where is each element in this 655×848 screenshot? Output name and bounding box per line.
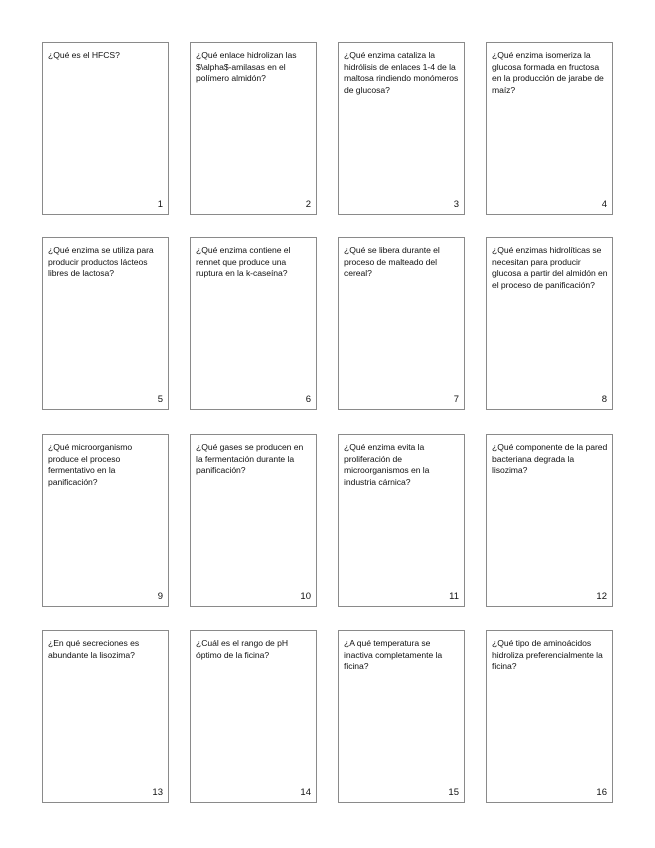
flashcard (42, 42, 169, 215)
flashcard-number: 7 (453, 394, 459, 405)
flashcard-number: 11 (449, 591, 459, 602)
flashcard-number: 14 (300, 787, 311, 798)
flashcard-question: ¿Qué tipo de aminoácidos hidroliza preferencialmente la ficina? (492, 638, 603, 672)
flashcard-number: 9 (157, 591, 163, 602)
flashcard-question: ¿A qué temperatura se inactiva completamente la ficina? (344, 638, 443, 672)
flashcard-question: ¿Qué enlace hidrolizan las $\alpha$-amilasas en el polímero almidón? (196, 50, 297, 84)
flashcard (486, 237, 613, 410)
flashcard-number: 6 (305, 394, 311, 405)
flashcard-question: ¿Qué enzima evita la proliferación de microorganismos en la industria cárnica? (344, 442, 430, 487)
flashcard-number: 5 (157, 394, 163, 405)
flashcard (486, 630, 613, 803)
flashcard-number: 8 (601, 394, 607, 405)
flashcard-question: ¿Qué gases se producen en la fermentación durante la panificación? (196, 442, 304, 476)
flashcard (486, 42, 613, 215)
flashcard-question: ¿Cuál es el rango de pH óptimo de la ficina? (196, 638, 289, 660)
flashcard (190, 630, 317, 803)
flashcard (190, 434, 317, 607)
flashcard (338, 237, 465, 410)
flashcard-number: 2 (305, 199, 311, 210)
flashcard (190, 42, 317, 215)
flashcard-question: ¿Qué componente de la pared bacteriana degrada la lisozima? (492, 442, 608, 476)
flashcard-question: ¿Qué enzima contiene el rennet que produce una ruptura en la k-caseína? (196, 245, 291, 279)
flashcard-number: 4 (601, 199, 607, 210)
flashcard-number: 10 (300, 591, 311, 602)
flashcard-number: 1 (157, 199, 163, 210)
flashcard-question: ¿Qué se libera durante el proceso de malteado del cereal? (344, 245, 440, 279)
flashcard (42, 434, 169, 607)
flashcard-question: ¿Qué es el HFCS? (48, 50, 120, 60)
flashcard-number: 13 (152, 787, 163, 798)
flashcard-question: ¿Qué enzimas hidrolíticas se necesitan para producir glucosa a partir del almidón en el proceso de panificación? (492, 245, 608, 290)
flashcard-question: ¿Qué enzima se utiliza para producir productos lácteos libres de lactosa? (48, 245, 154, 279)
flashcard-number: 3 (453, 199, 459, 210)
flashcard-number: 12 (596, 591, 607, 602)
flashcard-question: ¿En qué secreciones es abundante la lisozima? (48, 638, 140, 660)
flashcard (338, 42, 465, 215)
flashcard-number: 16 (596, 787, 607, 798)
flashcard (338, 630, 465, 803)
flashcard (486, 434, 613, 607)
flashcard-question: ¿Qué enzima cataliza la hidrólisis de enlaces 1-4 de la maltosa rindiendo monómeros de glucosa? (344, 50, 459, 95)
flashcard (190, 237, 317, 410)
flashcard (42, 630, 169, 803)
flashcard-number: 15 (448, 787, 459, 798)
flashcard-question: ¿Qué microorganismo produce el proceso fermentativo en la panificación? (48, 442, 133, 487)
flashcard-question: ¿Qué enzima isomeriza la glucosa formada en fructosa en la producción de jarabe de maíz? (492, 50, 604, 95)
flashcard (338, 434, 465, 607)
flashcard (42, 237, 169, 410)
